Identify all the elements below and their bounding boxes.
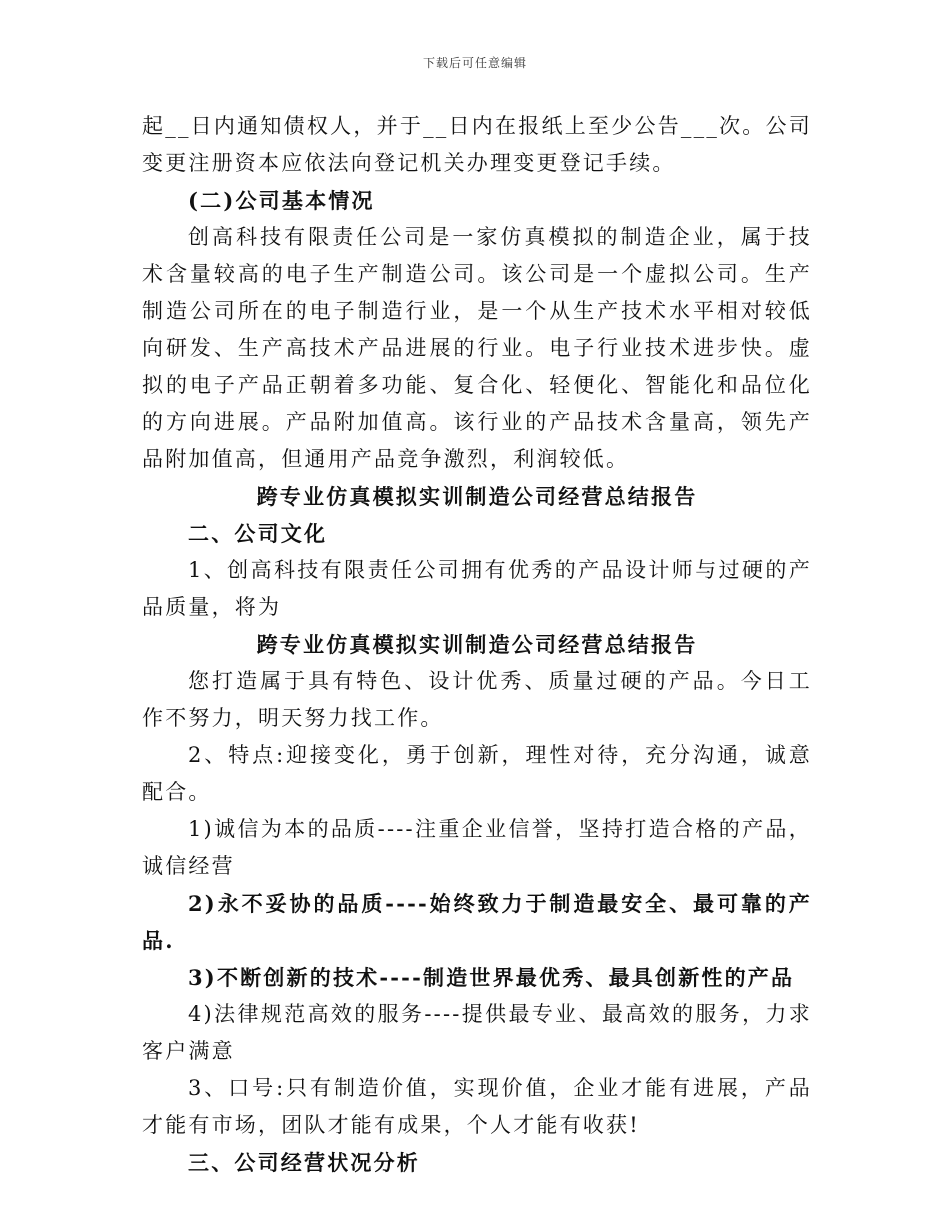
list-item-quality: 2)永不妥协的品质----始终致力于制造最安全、最可靠的产品. [142, 891, 812, 953]
paragraph-culture-intro: 1、创高科技有限责任公司拥有优秀的产品设计师与过硬的产品质量，将为 [142, 558, 812, 619]
list-item-service: 4)法律规范高效的服务----提供最专业、最高效的服务，力求客户满意 [142, 1002, 812, 1063]
list-item-integrity: 1)诚信为本的品质----注重企业信誉，坚持打造合格的产品，诚信经营 [142, 817, 812, 878]
paragraph-company-overview: 创高科技有限责任公司是一家仿真模拟的制造企业，属于技术含量较高的电子生产制造公司。该公司是一个虚拟公司。生产制造公司所在的电子制造行业，是一个从生产技术水平相对较低向研发、生产高技术产品进展的行业。电子行业技术进步快。虚拟的电子产品正朝着多功能、复合化、轻便化、智能化和品位化的方向进展。产品附加值高。该行业的产品技术含量高，领先产品附加值高，但通用产品竞争激烈，利润较低。 [142, 225, 812, 471]
list-item-innovation: 3)不断创新的技术----制造世界最优秀、最具创新性的产品 [188, 965, 795, 990]
paragraph-capital-change: 起__日内通知债权人，并于__日内在报纸上至少公告___次。公司变更注册资本应依法向登记机关办理变更登记手续。 [142, 114, 812, 175]
section-heading-company-basics: (二)公司基本情况 [188, 188, 375, 213]
paragraph-slogan: 3、口号:只有制造价值，实现价值，企业才能有进展，产品才能有市场，团队才能有成果，个人才能有收获! [142, 1076, 812, 1137]
section-heading-company-culture: 二、公司文化 [188, 521, 328, 546]
paragraph-culture-continued: 您打造属于具有特色、设计优秀、质量过硬的产品。今日工作不努力，明天努力找工作。 [142, 669, 812, 730]
page-header-note: 下载后可任意编辑 [422, 56, 527, 70]
paragraph-features: 2、特点:迎接变化，勇于创新，理性对待，充分沟通，诚意配合。 [142, 743, 812, 804]
report-title: 跨专业仿真模拟实训制造公司经营总结报告 [256, 484, 698, 509]
document-body [142, 108, 812, 1181]
section-heading-business-analysis: 三、公司经营状况分析 [188, 1150, 420, 1175]
report-title-repeat: 跨专业仿真模拟实训制造公司经营总结报告 [256, 632, 698, 657]
